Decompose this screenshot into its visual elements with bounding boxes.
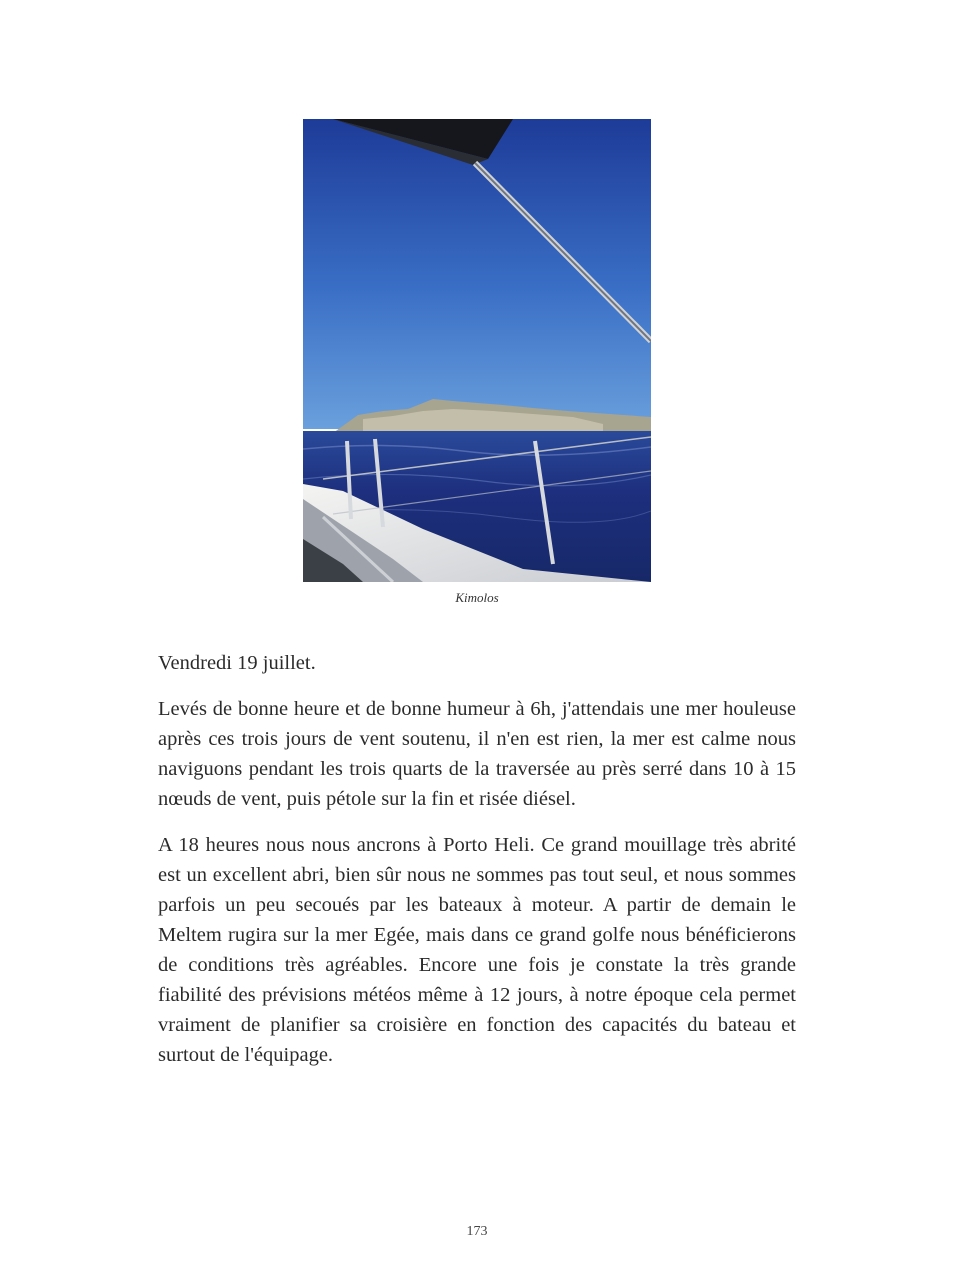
- paragraph-porto-heli: A 18 heures nous nous ancrons à Porto Heli. Ce grand mouillage très abrité est un excellent abri, bien sûr nous ne sommes pas tout seul, et nous sommes parfois un peu secoués par les bateaux à moteur. A partir de demain le Meltem rugira sur la mer Egée, mais dans ce grand golfe nous bénéficierons de conditions très agréables. Encore une fois je constate la très grande fiabilité des prévisions météos même à 12 jours, à notre époque cela permet vraiment de planifier sa croisière en fonction des capacités du bateau et surtout de l'équipage.: [158, 834, 796, 1066]
- photo-caption: Kimolos: [455, 590, 499, 605]
- paragraph-crossing: Levés de bonne heure et de bonne humeur à 6h, j'attendais une mer houleuse après ces trois jours de vent soutenu, il n'en est rien, la mer est calme nous naviguons pendant les trois quarts de la traversée au près serré dans 10 à 15 nœuds de vent, puis pétole sur la fin et risée diésel.: [158, 698, 796, 810]
- kimolos-photo: [303, 119, 651, 582]
- paragraph-date: Vendredi 19 juillet.: [158, 652, 316, 674]
- body-text: [158, 648, 796, 1086]
- page-number: 173: [466, 1224, 488, 1239]
